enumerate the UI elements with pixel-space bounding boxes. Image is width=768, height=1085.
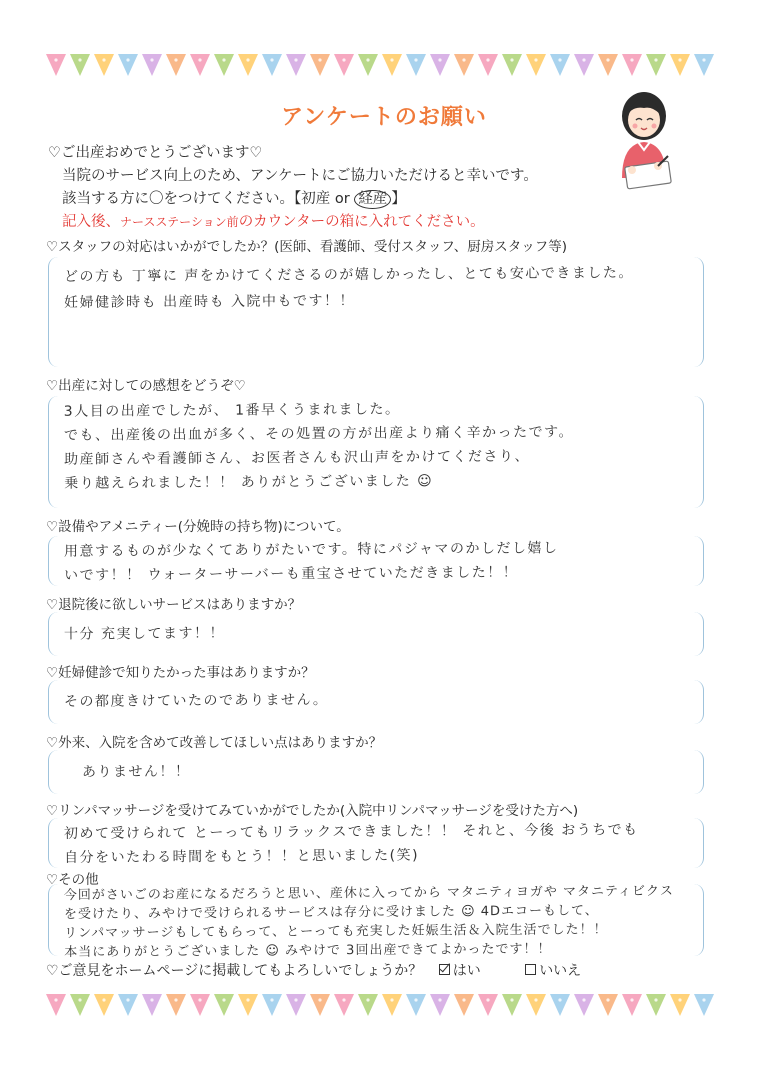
answer-other: [64, 882, 675, 962]
bunting-flag-dot: [54, 58, 57, 61]
greeting-text: ♡ご出産おめでとうございます♡: [48, 145, 263, 161]
answer-line: 今回がさいごのお産になるだろうと思い、産休に入ってから マタニティヨガや マタニティビクス: [63, 883, 674, 904]
bunting-flag: [46, 54, 66, 76]
bunting-flag: [502, 994, 522, 1016]
bunting-flag-dot: [342, 58, 345, 61]
bunting-flag-dot: [318, 58, 321, 61]
bunting-flag-dot: [654, 58, 657, 61]
bunting-flag: [214, 994, 234, 1016]
bunting-flag: [286, 54, 306, 76]
bunting-flag: [622, 54, 642, 76]
bunting-flag: [526, 54, 546, 76]
bunting-flag: [382, 994, 402, 1016]
bunting-flag-dot: [486, 998, 489, 1001]
bunting-flag: [286, 994, 306, 1016]
consent-question-text: ♡ご意見をホームページに掲載してもよろしいでしょうか？: [46, 963, 423, 979]
bunting-flag-dot: [630, 998, 633, 1001]
intro-line-2-prefix: 該当する方に〇をつけてください。【初産 or: [62, 191, 355, 207]
circled-choice: 経産: [354, 190, 391, 209]
question-other: ♡その他: [46, 872, 99, 888]
bunting-flag: [70, 54, 90, 76]
bunting-flag-dot: [702, 58, 705, 61]
answer-line: 妊婦健診時も 出産時も 入院中もです！！: [64, 292, 356, 311]
bunting-flag: [118, 54, 138, 76]
red-notice: [48, 211, 608, 234]
bunting-flag-dot: [630, 58, 633, 61]
bunting-flag-dot: [174, 58, 177, 61]
question-improvements: ♡外来、入院を含めて改善してほしい点はありますか？: [46, 735, 383, 751]
yes-checkbox[interactable]: [439, 964, 450, 975]
bunting-flag: [190, 54, 210, 76]
bunting-flag-dot: [390, 998, 393, 1001]
bunting-flag-dot: [510, 998, 513, 1001]
bunting-flag: [550, 54, 570, 76]
bunting-flag: [478, 54, 498, 76]
bunting-flag-dot: [558, 58, 561, 61]
bunting-flag: [406, 54, 426, 76]
intro-line-2: [48, 188, 608, 211]
bunting-flag-dot: [150, 998, 153, 1001]
answer-line: でも、出産後の出血が多く、その処置の方が出産より痛く辛かったです。: [63, 424, 575, 444]
bunting-flag-dot: [270, 58, 273, 61]
bunting-flag: [94, 54, 114, 76]
bunting-flag-dot: [198, 998, 201, 1001]
bunting-flag: [670, 994, 690, 1016]
answer-line: どの方も 丁寧に 声をかけてくださるのが嬉しかったし、とても安心できました。: [63, 265, 634, 285]
bunting-flag-dot: [102, 58, 105, 61]
bunting-flag-dot: [246, 58, 249, 61]
answer-post-discharge: [64, 621, 225, 646]
answer-line: を受けたり、みやけで受けられるサービスは存分に受けました ☺ 4Dエコーもして、: [63, 903, 599, 923]
bunting-flag-dot: [270, 998, 273, 1001]
bunting-flag-dot: [486, 58, 489, 61]
bunting-flag: [694, 994, 714, 1016]
yes-label: はい: [452, 963, 481, 979]
answer-birth-impressions: [64, 396, 575, 496]
bunting-flag-dot: [366, 998, 369, 1001]
bunting-flag-dot: [150, 58, 153, 61]
bunting-flag: [598, 54, 618, 76]
bunting-flag: [550, 994, 570, 1016]
question-lymph-massage: ♡リンパマッサージを受けてみていかがでしたか(入院中リンパマッサージを受けた方へ): [46, 803, 579, 819]
bunting-flag-dot: [462, 998, 465, 1001]
bunting-flag: [670, 54, 690, 76]
bunting-flag-dot: [510, 58, 513, 61]
question-prenatal-checkup: ♡妊婦健診で知りたかった事はありますか？: [46, 665, 315, 681]
red-notice-small: ナースステーション前: [120, 215, 239, 229]
answer-line: 十分 充実してます！！: [63, 625, 226, 643]
bunting-flag-dot: [342, 998, 345, 1001]
bunting-flag: [406, 994, 426, 1016]
bunting-flag: [382, 54, 402, 76]
answer-lymph-massage: [64, 818, 639, 870]
answer-staff: [64, 260, 634, 316]
bunting-flag: [334, 54, 354, 76]
bunting-flag: [454, 54, 474, 76]
bunting-flag-dot: [582, 58, 585, 61]
bunting-flag-dot: [222, 998, 225, 1001]
bunting-flag-dot: [318, 998, 321, 1001]
consent-no-option[interactable]: [525, 960, 581, 980]
bunting-flag: [526, 994, 546, 1016]
bunting-flag: [214, 54, 234, 76]
question-staff: ♡スタッフの対応はいかがでしたか？(医師、看護師、受付スタッフ、厨房スタッフ等): [46, 239, 568, 255]
bunting-flag-dot: [126, 58, 129, 61]
bunting-flag: [334, 994, 354, 1016]
bunting-flag: [454, 994, 474, 1016]
bunting-flag: [310, 994, 330, 1016]
bunting-flag: [646, 994, 666, 1016]
answer-prenatal-checkup: [64, 688, 329, 714]
bunting-top-decoration: [44, 52, 716, 78]
answer-improvements: [82, 760, 191, 785]
bunting-flag-dot: [606, 998, 609, 1001]
bunting-flag-dot: [198, 58, 201, 61]
bunting-flag: [166, 994, 186, 1016]
answer-line: 初めて受けられて とーってもリラックスできました！！ それと、今後 おうちでも: [63, 821, 639, 843]
bunting-flag-dot: [702, 998, 705, 1001]
red-notice-suffix: のカウンターの箱に入れてください。: [238, 214, 485, 230]
homepage-consent-question: [46, 960, 581, 980]
bunting-flag-dot: [174, 998, 177, 1001]
bunting-flag: [262, 994, 282, 1016]
bunting-flag-dot: [414, 998, 417, 1001]
intro-block: [48, 142, 608, 234]
intro-line-1: 当院のサービス向上のため、アンケートにご協力いただけると幸いです。: [62, 168, 538, 184]
bunting-flag-dot: [606, 58, 609, 61]
answer-line: 自分をいたわる時間をもとう！！と思いました(笑): [64, 847, 420, 867]
answer-line: 用意するものが少なくてありがたいです。特にパジャマのかしだし嬉し: [63, 540, 559, 560]
bunting-flag: [478, 994, 498, 1016]
bunting-flag: [46, 994, 66, 1016]
bunting-flag: [94, 994, 114, 1016]
answer-facilities: [64, 536, 559, 587]
bunting-flag-dot: [438, 58, 441, 61]
no-checkbox[interactable]: [525, 964, 536, 975]
bunting-flag-dot: [78, 58, 81, 61]
bunting-flag-dot: [558, 998, 561, 1001]
bunting-flag: [646, 54, 666, 76]
nurse-writing-illustration: [604, 86, 684, 198]
answer-line: リンパマッサージもしてもらって、とーっても充実した妊娠生活＆入院生活でした！！: [64, 922, 608, 942]
bunting-flag: [358, 54, 378, 76]
answer-line: ありません！！: [81, 763, 191, 781]
bunting-flag-dot: [294, 58, 297, 61]
bunting-flag: [238, 994, 258, 1016]
bunting-flag-dot: [678, 58, 681, 61]
bunting-flag: [430, 54, 450, 76]
bunting-flag-dot: [366, 58, 369, 61]
bunting-flag: [502, 54, 522, 76]
bunting-flag: [142, 54, 162, 76]
bunting-flag-dot: [102, 998, 105, 1001]
bunting-flag: [574, 54, 594, 76]
answer-line: 助産師さんや看護師さん、お医者さんも沢山声をかけてくださり、: [64, 448, 530, 468]
bunting-flag: [238, 54, 258, 76]
bunting-flag: [694, 54, 714, 76]
bunting-flag: [262, 54, 282, 76]
answer-line: 本当にありがとうございました ☺ みやけで 3回出産できてよかったです！！: [64, 941, 552, 961]
bunting-flag: [574, 994, 594, 1016]
bunting-bottom-decoration: [44, 992, 716, 1018]
bunting-flag: [70, 994, 90, 1016]
bunting-flag: [310, 54, 330, 76]
bunting-flag: [622, 994, 642, 1016]
question-post-discharge: ♡退院後に欲しいサービスはありますか？: [46, 597, 302, 613]
bunting-flag: [166, 54, 186, 76]
bunting-flag-dot: [126, 998, 129, 1001]
red-notice-prefix: 記入後、: [62, 214, 120, 230]
bunting-flag: [430, 994, 450, 1016]
answer-line: その都度きけていたのでありません。: [63, 692, 329, 710]
consent-yes-option[interactable]: [439, 960, 481, 980]
bunting-flag: [358, 994, 378, 1016]
bunting-flag-dot: [54, 998, 57, 1001]
bunting-flag: [118, 994, 138, 1016]
bunting-flag-dot: [678, 998, 681, 1001]
page-title: アンケートのお願い: [281, 105, 487, 130]
bunting-flag-dot: [462, 58, 465, 61]
bunting-flag-dot: [654, 998, 657, 1001]
bunting-flags-icon: [44, 52, 716, 78]
answer-line: いです！！ ウォーターサーバーも重宝させていただきました！！: [64, 564, 519, 584]
bunting-flag: [190, 994, 210, 1016]
question-facilities: ♡設備やアメニティー(分娩時の持ち物)について。: [46, 519, 350, 535]
no-label: いいえ: [539, 963, 582, 979]
bunting-flag-dot: [534, 998, 537, 1001]
bunting-flag-dot: [414, 58, 417, 61]
question-birth-impressions: ♡出産に対しての感想をどうぞ♡: [46, 378, 246, 394]
bunting-flags-icon: [44, 992, 716, 1018]
bunting-flag-dot: [222, 58, 225, 61]
bunting-flag-dot: [78, 998, 81, 1001]
bunting-flag-dot: [294, 998, 297, 1001]
bunting-flag-dot: [534, 58, 537, 61]
bunting-flag: [142, 994, 162, 1016]
bunting-flag-dot: [582, 998, 585, 1001]
bunting-flag-dot: [438, 998, 441, 1001]
bunting-flag: [598, 994, 618, 1016]
intro-line-2-suffix: 】: [391, 191, 406, 207]
bunting-flag-dot: [246, 998, 249, 1001]
answer-line: 乗り越えられました！！ ありがとうございました ☺: [64, 473, 434, 492]
bunting-flag-dot: [390, 58, 393, 61]
answer-line: 3人目の出産でしたが、 1番早くうまれました。: [63, 401, 401, 420]
